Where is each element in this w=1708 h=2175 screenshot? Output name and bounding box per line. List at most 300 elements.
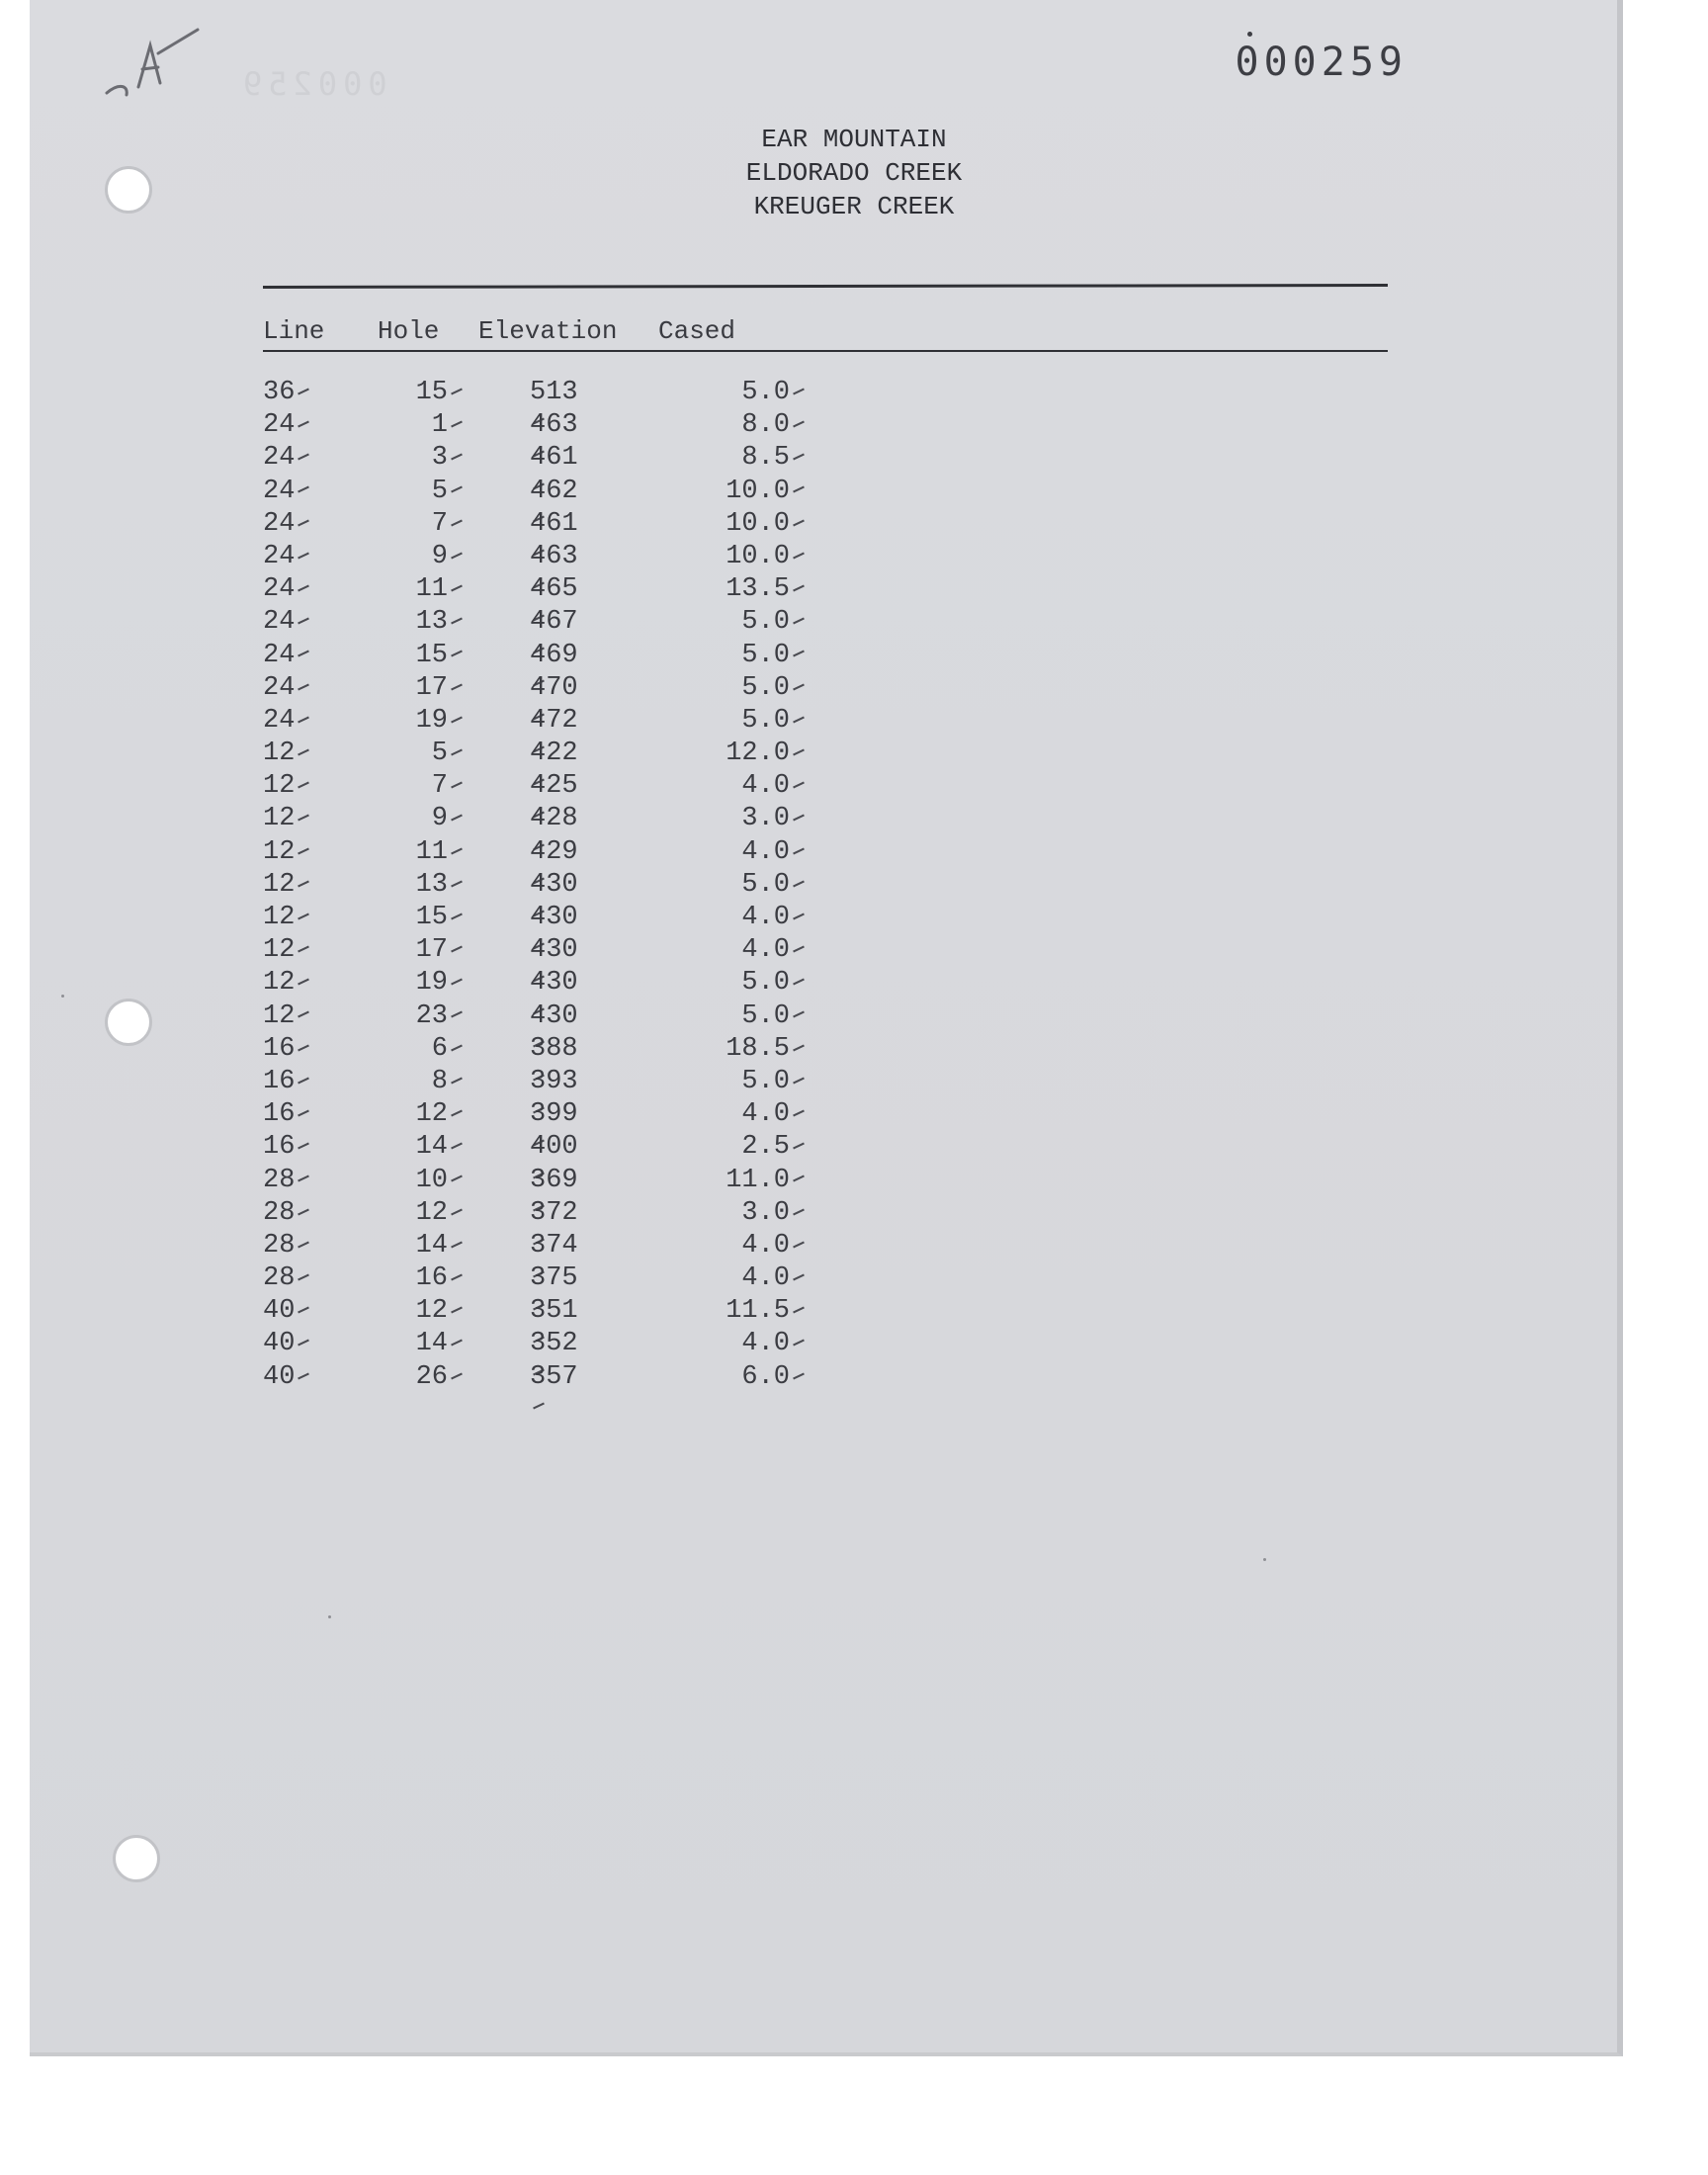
cell-elevation-value: 357: [530, 1361, 578, 1392]
table-row: [257, 1099, 811, 1132]
check-tick-mark: [793, 946, 805, 953]
cell-cased: [672, 1263, 805, 1293]
cell-line-value: 12: [263, 869, 296, 900]
table-row: [257, 968, 811, 1000]
cell-hole-value: 10: [415, 1165, 448, 1195]
cell-cased: [672, 673, 805, 703]
table-row: [257, 443, 811, 476]
table-row: [257, 1296, 811, 1329]
table-row: [257, 1362, 811, 1395]
cell-line-value: 40: [263, 1296, 296, 1327]
check-tick-mark: [451, 1011, 463, 1018]
check-tick-mark: [451, 388, 463, 394]
table-row: [257, 378, 811, 410]
check-tick-mark: [793, 1208, 805, 1215]
cell-line-value: 12: [263, 935, 296, 966]
cell-hole: [395, 739, 463, 768]
check-tick-mark: [299, 1011, 310, 1018]
cell-cased: [672, 706, 805, 736]
scan-speck: [328, 1615, 331, 1618]
table-row: [257, 1001, 811, 1034]
cell-cased: [672, 607, 805, 637]
check-tick-mark: [299, 847, 310, 854]
cell-hole: [395, 903, 463, 932]
check-tick-mark: [793, 847, 805, 854]
cell-line: [263, 804, 312, 833]
cell-cased: [672, 968, 805, 998]
data-table: [257, 378, 811, 1395]
cell-cased-value: 3.0: [741, 804, 790, 834]
table-row: [257, 574, 811, 607]
cell-hole-value: 5: [431, 739, 448, 769]
check-tick-mark: [451, 486, 463, 493]
cell-cased: [672, 378, 805, 407]
cell-cased: [672, 804, 805, 833]
cell-cased: [672, 1329, 805, 1358]
table-row: [257, 804, 811, 836]
cell-cased-value: 11.0: [726, 1165, 790, 1195]
cell-cased-value: 5.0: [741, 705, 790, 736]
check-tick-mark: [451, 1372, 463, 1379]
cell-cased: [672, 1099, 805, 1129]
table-row: [257, 1166, 811, 1198]
cell-line: [263, 1263, 312, 1293]
cell-hole: [395, 673, 463, 703]
cell-elevation-value: 422: [530, 739, 578, 769]
check-tick-mark: [793, 1241, 805, 1248]
cell-cased-value: 4.0: [741, 903, 790, 932]
check-tick-mark: [793, 1077, 805, 1084]
cell-line: [263, 771, 312, 801]
check-tick-mark: [451, 913, 463, 919]
check-tick-mark: [451, 847, 463, 854]
cell-line-value: 28: [263, 1197, 296, 1228]
cell-hole: [395, 1166, 463, 1195]
cell-line-value: 24: [263, 476, 296, 506]
cell-line: [263, 1001, 312, 1031]
check-tick-mark: [299, 979, 310, 986]
check-tick-mark: [451, 1077, 463, 1084]
check-tick-mark: [299, 1143, 310, 1150]
cell-line-value: 24: [263, 705, 296, 736]
cell-elevation-value: 351: [530, 1296, 578, 1327]
cell-hole-value: 5: [431, 476, 448, 506]
check-tick-mark: [299, 1044, 310, 1051]
check-tick-mark: [451, 421, 463, 428]
table-row: [257, 410, 811, 443]
cell-hole-value: 6: [431, 1033, 448, 1064]
check-tick-mark: [299, 1307, 310, 1314]
cell-elevation-value: 513: [530, 378, 578, 407]
check-tick-mark: [299, 519, 310, 526]
check-tick-mark: [793, 421, 805, 428]
cell-hole: [395, 870, 463, 900]
cell-hole: [395, 1034, 463, 1064]
cell-line-value: 16: [263, 1099, 296, 1130]
check-tick-mark: [793, 1307, 805, 1314]
cell-cased-value: 3.0: [741, 1197, 790, 1228]
cell-line: [263, 477, 312, 506]
table-row: [257, 903, 811, 935]
cell-elevation-value: 429: [530, 836, 578, 867]
cell-cased: [672, 574, 805, 604]
check-tick-mark: [299, 454, 310, 461]
cell-cased: [672, 410, 805, 440]
check-tick-mark: [793, 519, 805, 526]
cell-line: [263, 574, 312, 604]
check-tick-mark: [793, 1143, 805, 1150]
check-tick-mark: [793, 979, 805, 986]
check-tick-mark: [299, 421, 310, 428]
cell-hole: [395, 804, 463, 833]
cell-hole: [395, 477, 463, 506]
cell-hole: [395, 1263, 463, 1293]
check-tick-mark: [299, 1241, 310, 1248]
table-row: [257, 935, 811, 968]
cell-cased: [672, 509, 805, 539]
cell-line: [263, 1166, 312, 1195]
table-row: [257, 673, 811, 706]
cell-line-value: 24: [263, 541, 296, 571]
cell-hole: [395, 1198, 463, 1228]
cell-cased: [672, 641, 805, 670]
cell-hole: [395, 542, 463, 571]
check-tick-mark: [451, 946, 463, 953]
bleed-through-number: 000259: [237, 65, 387, 103]
cell-cased-value: 5.0: [741, 640, 790, 670]
table-row: [257, 1132, 811, 1165]
cell-elevation-value: 400: [530, 1132, 578, 1163]
check-tick-mark: [299, 1175, 310, 1182]
cell-hole-value: 19: [415, 968, 448, 999]
cell-line-value: 16: [263, 1132, 296, 1163]
cell-line-value: 12: [263, 836, 296, 867]
check-tick-mark: [793, 618, 805, 625]
check-tick-mark: [793, 815, 805, 822]
cell-hole-value: 17: [415, 935, 448, 966]
scan-speck: [61, 995, 64, 998]
cell-hole-value: 12: [415, 1099, 448, 1130]
cell-line-value: 28: [263, 1230, 296, 1261]
column-header-elevation: Elevation: [478, 316, 618, 346]
cell-hole: [395, 1001, 463, 1031]
cell-hole: [395, 641, 463, 670]
cell-hole: [395, 1099, 463, 1129]
check-tick-mark: [299, 1077, 310, 1084]
cell-elevation-value: 430: [530, 869, 578, 900]
cell-cased-value: 10.0: [726, 508, 790, 539]
cell-hole: [395, 509, 463, 539]
cell-elevation-value: 467: [530, 607, 578, 638]
check-tick-mark: [299, 585, 310, 592]
cell-hole: [395, 706, 463, 736]
cell-hole-value: 17: [415, 672, 448, 703]
punch-hole: [113, 1835, 160, 1882]
cell-hole: [395, 935, 463, 965]
cell-cased: [672, 1231, 805, 1261]
cell-cased: [672, 1166, 805, 1195]
cell-elevation-value: 470: [530, 672, 578, 703]
cell-cased-value: 10.0: [726, 476, 790, 506]
cell-line: [263, 542, 312, 571]
cell-cased: [672, 443, 805, 473]
check-tick-mark: [793, 913, 805, 919]
cell-cased-value: 5.0: [741, 607, 790, 638]
check-tick-mark: [451, 880, 463, 887]
cell-cased: [672, 1362, 805, 1392]
cell-elevation-value: 352: [530, 1329, 578, 1359]
cell-line-value: 24: [263, 574, 296, 605]
table-row: [257, 706, 811, 739]
cell-line-value: 24: [263, 672, 296, 703]
cell-hole-value: 15: [415, 640, 448, 670]
cell-hole-value: 14: [415, 1132, 448, 1163]
cell-elevation-value: 472: [530, 705, 578, 736]
check-tick-mark: [793, 1372, 805, 1379]
check-tick-mark: [299, 388, 310, 394]
cell-hole-value: 12: [415, 1197, 448, 1228]
cell-line-value: 28: [263, 1165, 296, 1195]
cell-line: [263, 1034, 312, 1064]
check-tick-mark: [299, 618, 310, 625]
cell-hole-value: 9: [431, 541, 448, 571]
cell-hole: [395, 443, 463, 473]
cell-hole: [395, 968, 463, 998]
cell-line: [263, 673, 312, 703]
cell-line-value: 24: [263, 443, 296, 474]
check-tick-mark: [793, 454, 805, 461]
cell-line-value: 24: [263, 640, 296, 670]
cell-hole: [395, 771, 463, 801]
cell-elevation-value: 428: [530, 804, 578, 834]
cell-elevation-value: 393: [530, 1066, 578, 1096]
check-tick-mark: [299, 1372, 310, 1379]
title-line: ELDORADO CREEK: [745, 158, 963, 188]
check-tick-mark: [793, 651, 805, 657]
cell-hole-value: 19: [415, 705, 448, 736]
cell-hole-value: 1: [431, 410, 448, 441]
check-tick-mark: [793, 1175, 805, 1182]
check-tick-mark: [793, 880, 805, 887]
cell-elevation-value: 388: [530, 1033, 578, 1064]
cell-line: [263, 903, 312, 932]
check-tick-mark: [793, 748, 805, 755]
cell-cased: [672, 1067, 805, 1096]
cell-line: [263, 1362, 312, 1392]
cell-cased: [672, 542, 805, 571]
cell-line-value: 12: [263, 804, 296, 834]
cell-elevation-value: 425: [530, 771, 578, 802]
cell-elevation-value: 369: [530, 1165, 578, 1195]
cell-cased-value: 5.0: [741, 869, 790, 900]
cell-cased: [672, 1132, 805, 1162]
check-tick-mark: [793, 782, 805, 789]
cell-line: [263, 641, 312, 670]
cell-line-value: 28: [263, 1263, 296, 1294]
check-tick-mark: [451, 454, 463, 461]
cell-line: [263, 410, 312, 440]
check-tick-mark: [451, 1340, 463, 1347]
check-tick-mark: [793, 716, 805, 723]
check-tick-mark: [451, 1208, 463, 1215]
cell-hole-value: 16: [415, 1263, 448, 1294]
cell-hole-value: 14: [415, 1329, 448, 1359]
column-header-line: Line: [263, 316, 325, 346]
column-header-hole: Hole: [378, 316, 440, 346]
cell-cased-value: 4.0: [741, 771, 790, 802]
cell-line-value: 12: [263, 1000, 296, 1031]
cell-hole: [395, 607, 463, 637]
check-tick-mark: [451, 782, 463, 789]
cell-line-value: 24: [263, 410, 296, 441]
cell-cased: [672, 1198, 805, 1228]
cell-line-value: 16: [263, 1066, 296, 1096]
document-number: 000259: [1235, 40, 1408, 85]
check-tick-mark: [793, 1110, 805, 1117]
check-tick-mark: [451, 815, 463, 822]
check-tick-mark: [299, 1340, 310, 1347]
cell-hole-value: 26: [415, 1361, 448, 1392]
cell-elevation-value: 463: [530, 541, 578, 571]
table-row: [257, 607, 811, 640]
cell-cased: [672, 837, 805, 867]
check-tick-mark: [299, 552, 310, 559]
check-tick-mark: [793, 388, 805, 394]
check-tick-mark: [451, 552, 463, 559]
cell-hole-value: 8: [431, 1066, 448, 1096]
cell-cased-value: 5.0: [741, 1000, 790, 1031]
check-tick-mark: [793, 1340, 805, 1347]
cell-line: [263, 1231, 312, 1261]
cell-elevation: [530, 1362, 591, 1422]
table-row: [257, 1067, 811, 1099]
cell-cased-value: 6.0: [741, 1361, 790, 1392]
cell-hole: [395, 410, 463, 440]
check-tick-mark: [299, 1273, 310, 1280]
cell-line: [263, 1099, 312, 1129]
cell-line: [263, 607, 312, 637]
cell-line-value: 40: [263, 1329, 296, 1359]
cell-line: [263, 739, 312, 768]
cell-line: [263, 1132, 312, 1162]
cell-cased-value: 4.0: [741, 836, 790, 867]
check-tick-mark: [299, 815, 310, 822]
cell-line: [263, 706, 312, 736]
cell-hole: [395, 1296, 463, 1326]
check-tick-mark: [451, 1241, 463, 1248]
check-tick-mark: [299, 683, 310, 690]
cell-hole-value: 3: [431, 443, 448, 474]
cell-elevation-value: 375: [530, 1263, 578, 1294]
check-tick-mark: [451, 1307, 463, 1314]
cell-hole-value: 15: [415, 378, 448, 407]
cell-elevation-value: 430: [530, 1000, 578, 1031]
cell-elevation-value: 469: [530, 640, 578, 670]
cell-cased: [672, 739, 805, 768]
table-row: [257, 542, 811, 574]
cell-line-value: 40: [263, 1361, 296, 1392]
scan-speck: [1263, 1558, 1266, 1561]
cell-cased: [672, 903, 805, 932]
check-tick-mark: [299, 1110, 310, 1117]
cell-cased: [672, 870, 805, 900]
table-row: [257, 1329, 811, 1361]
cell-line: [263, 968, 312, 998]
check-tick-mark: [451, 1143, 463, 1150]
cell-line-value: 12: [263, 771, 296, 802]
cell-cased-value: 13.5: [726, 574, 790, 605]
check-tick-mark: [299, 946, 310, 953]
cell-cased: [672, 1034, 805, 1064]
cell-line: [263, 1296, 312, 1326]
cell-line: [263, 509, 312, 539]
handwritten-mark: [99, 24, 217, 123]
cell-cased-value: 11.5: [726, 1296, 790, 1327]
table-row: [257, 771, 811, 804]
cell-cased-value: 4.0: [741, 1099, 790, 1130]
table-row: [257, 1231, 811, 1263]
cell-elevation-value: 463: [530, 410, 578, 441]
cell-hole-value: 13: [415, 607, 448, 638]
cell-line-value: 12: [263, 903, 296, 932]
table-row: [257, 1263, 811, 1296]
cell-cased-value: 4.0: [741, 1263, 790, 1294]
cell-line: [263, 837, 312, 867]
check-tick-mark: [299, 913, 310, 919]
cell-hole-value: 14: [415, 1230, 448, 1261]
document-title: [0, 123, 1708, 223]
cell-hole: [395, 1231, 463, 1261]
cell-hole: [395, 378, 463, 407]
cell-cased-value: 4.0: [741, 1230, 790, 1261]
check-tick-mark: [451, 716, 463, 723]
cell-cased-value: 5.0: [741, 1066, 790, 1096]
cell-cased-value: 10.0: [726, 541, 790, 571]
header-rule-bottom: [263, 350, 1388, 352]
check-tick-mark: [299, 486, 310, 493]
cell-hole: [395, 1132, 463, 1162]
cell-elevation-value: 372: [530, 1197, 578, 1228]
cell-line-value: 12: [263, 968, 296, 999]
cell-cased-value: 5.0: [741, 672, 790, 703]
check-tick-mark: [451, 1175, 463, 1182]
check-tick-mark: [793, 585, 805, 592]
check-tick-mark: [299, 748, 310, 755]
cell-cased: [672, 771, 805, 801]
check-tick-mark: [451, 585, 463, 592]
table-row: [257, 1034, 811, 1067]
cell-hole-value: 11: [415, 836, 448, 867]
cell-hole: [395, 1329, 463, 1358]
cell-elevation-value: 430: [530, 968, 578, 999]
cell-hole-value: 7: [431, 508, 448, 539]
check-tick-mark: [451, 683, 463, 690]
cell-line: [263, 870, 312, 900]
cell-line-value: 12: [263, 739, 296, 769]
check-tick-mark: [299, 716, 310, 723]
check-tick-mark: [793, 1273, 805, 1280]
cell-hole-value: 11: [415, 574, 448, 605]
cell-hole: [395, 574, 463, 604]
cell-hole: [395, 1067, 463, 1096]
cell-hole-value: 12: [415, 1296, 448, 1327]
cell-line-value: 36: [263, 378, 296, 407]
title-line: EAR MOUNTAIN: [761, 125, 947, 154]
cell-cased-value: 4.0: [741, 1329, 790, 1359]
cell-line: [263, 1067, 312, 1096]
cell-hole: [395, 1362, 463, 1392]
cell-elevation-value: 430: [530, 903, 578, 932]
